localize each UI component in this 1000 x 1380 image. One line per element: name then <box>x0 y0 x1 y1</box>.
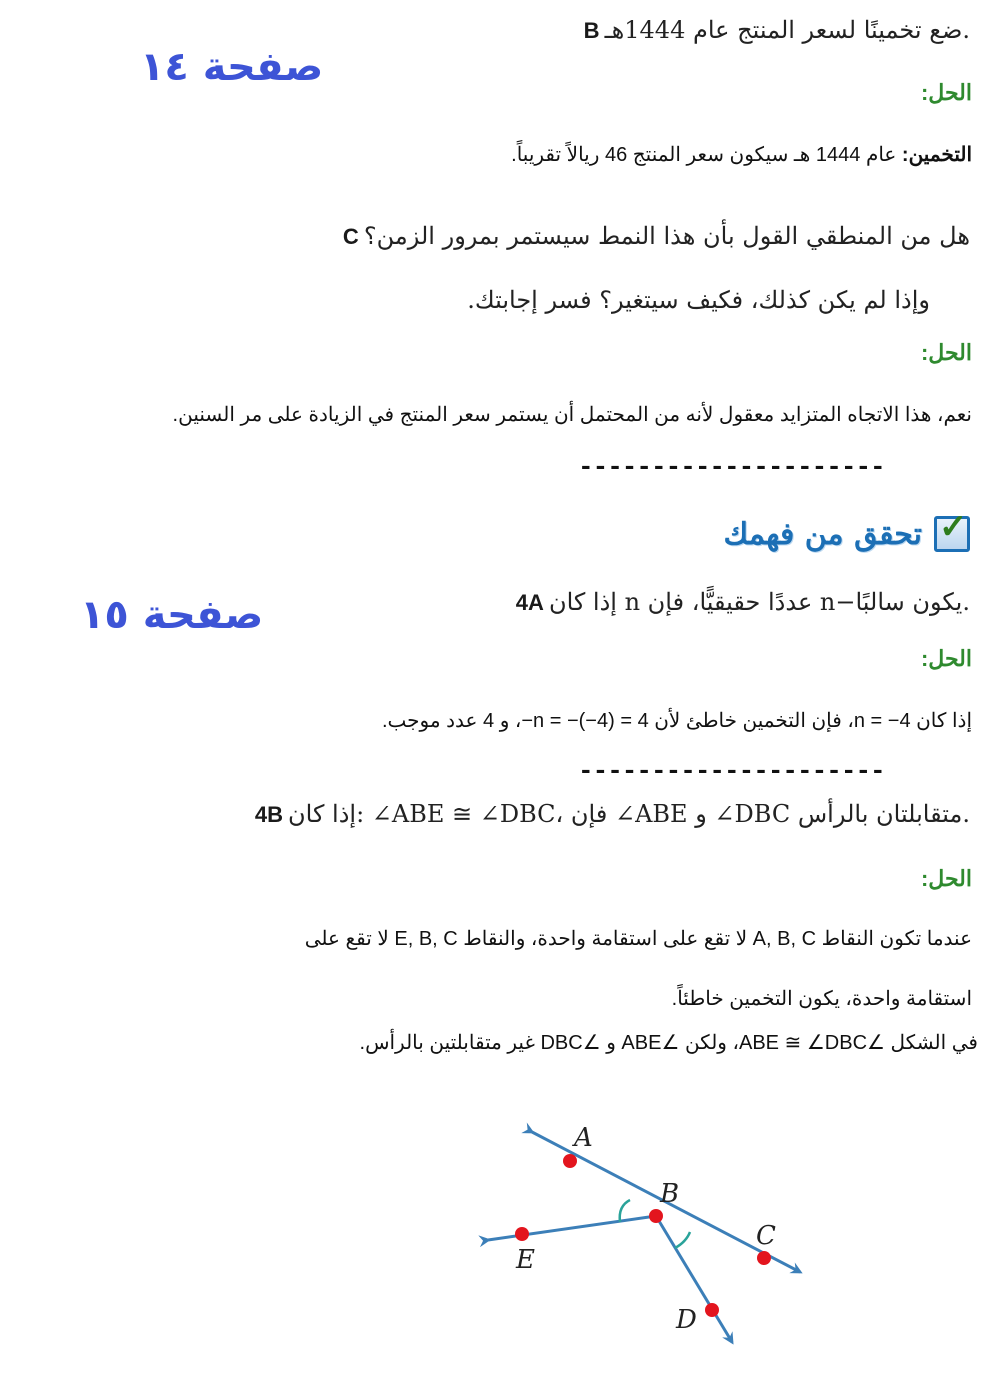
label-d: D <box>676 1305 697 1335</box>
page-label-15: صفحة ١٥ <box>80 592 264 638</box>
separator-1: --------------------- <box>578 452 885 482</box>
page-label-14: صفحة ١٤ <box>140 44 324 90</box>
q4b-answer-line2: استقامة واحدة، يكون التخمين خاطئاً. <box>671 988 972 1010</box>
checkbox-icon <box>934 507 970 552</box>
part-b-answer-label: التخمين: <box>901 144 972 166</box>
label-e: E <box>516 1245 535 1275</box>
part-c-question-text1: هل من المنطقي القول بأن هذا النمط سيستمر بمرور الزمن؟ <box>363 222 970 250</box>
q4b-question-text: إذا كان: ∠ABE ≅ ∠DBC، فإن ∠ABE و ∠DBC متقابلتان بالرأس. <box>288 800 970 828</box>
part-c-label: C <box>342 224 359 249</box>
label-c: C <box>756 1221 776 1251</box>
part-c-question-line2: وإذا لم يكن كذلك، فكيف سيتغير؟ فسر إجابتك. <box>467 286 930 314</box>
label-b: B <box>660 1179 680 1209</box>
point-a <box>563 1154 577 1168</box>
q4a-question-text: إذا كان n عددًا حقيقيًّا، فإن n−يكون سالبًا. <box>548 588 970 616</box>
part-b-question <box>584 16 970 44</box>
part-b-answer <box>511 142 972 167</box>
point-b <box>649 1209 663 1223</box>
part-c-solution-label: الحل: <box>920 340 972 365</box>
q4b-question <box>255 800 970 828</box>
q4b-answer-line1: عندما تكون النقاط A, B, C لا تقع على استقامة واحدة، والنقاط E, B, C لا تقع على <box>304 928 972 950</box>
line-eb <box>488 1216 656 1240</box>
check-heading-text: تحقق من فهمك <box>723 516 922 552</box>
checkmark-icon: ✓ <box>939 507 968 547</box>
part-c-answer: نعم، هذا الاتجاه المتزايد معقول لأنه من المحتمل أن يستمر سعر المنتج في الزيادة على مر السنين. <box>172 404 972 426</box>
separator-2: --------------------- <box>578 756 885 786</box>
part-b-label: B <box>583 18 600 43</box>
point-d <box>705 1303 719 1317</box>
point-e <box>515 1227 529 1241</box>
angle-figure <box>470 1110 830 1360</box>
q4b-solution-label: الحل: <box>920 866 972 891</box>
q4a-answer: إذا كان 4− = n، فإن التخمين خاطئ لأن 4 = (4−)− = n−، و 4 عدد موجب. <box>381 710 972 732</box>
q4a-label: 4A <box>515 590 544 615</box>
part-c-question-line1 <box>343 222 970 250</box>
angle-dbc-arc <box>675 1232 690 1248</box>
part-b-answer-text: عام 1444 هـ سيكون سعر المنتج 46 ريالاً تقريباً. <box>511 144 902 166</box>
q4a-question <box>516 588 970 616</box>
q4b-label: 4B <box>254 802 283 827</box>
q4b-answer-line3: في الشكل ∠ABE ≅ ∠DBC، ولكن ∠ABE و ∠DBC غير متقابلتين بالرأس. <box>359 1032 978 1054</box>
q4a-solution-label: الحل: <box>920 646 972 671</box>
check-understanding-heading <box>723 507 970 552</box>
point-c <box>757 1251 771 1265</box>
part-b-question-text: ضع تخمينًا لسعر المنتج عام 1444هـ. <box>604 16 970 44</box>
part-b-solution-label: الحل: <box>920 80 972 105</box>
label-a: A <box>574 1123 593 1153</box>
